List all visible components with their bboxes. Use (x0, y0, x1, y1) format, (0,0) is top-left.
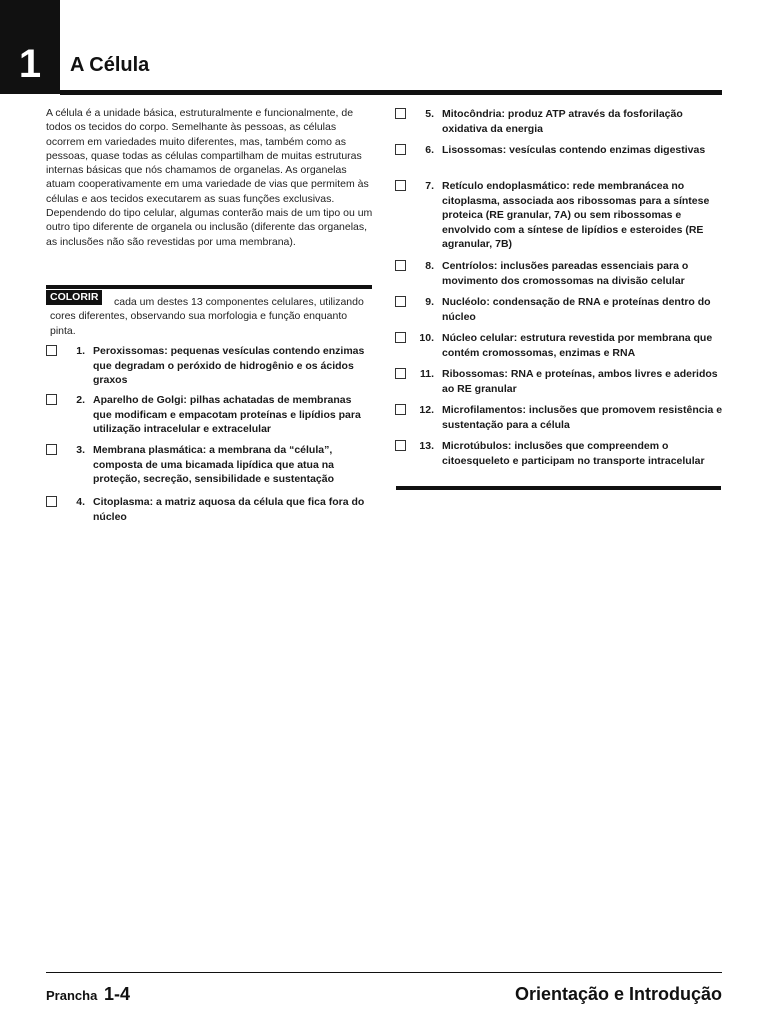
checkbox[interactable] (395, 368, 406, 379)
component-item-9 (395, 295, 725, 324)
list-end-divider (396, 486, 721, 490)
item-number: 6. (425, 144, 434, 156)
checkbox[interactable] (395, 180, 406, 191)
component-item-13 (395, 439, 725, 468)
item-text: Nucléolo: condensação de RNA e proteínas dentro do núcleo (442, 296, 711, 323)
section-title: Orientação e Introdução (514, 984, 722, 1004)
checkbox[interactable] (395, 144, 406, 155)
component-item-7 (395, 179, 725, 252)
component-item-3 (46, 443, 372, 487)
item-text: Membrana plasmática: a membrana da “célula”, composta de uma bicamada lipídica que atua na proteção, secreção, sensibilidade e sustentação (93, 444, 335, 485)
item-text: Mitocôndria: produz ATP através da fosforilação oxidativa da energia (442, 108, 683, 135)
item-number: 3. (76, 444, 85, 456)
item-number: 1. (76, 345, 85, 357)
component-item-11 (395, 367, 725, 396)
checkbox[interactable] (46, 496, 57, 507)
checkbox[interactable] (395, 296, 406, 307)
colorir-badge: COLORIR (46, 290, 102, 305)
item-text: Microtúbulos: inclusões que compreendem o citoesqueleto e participam no transporte intracelular (442, 440, 705, 467)
footer-divider (46, 972, 722, 973)
item-text: Centríolos: inclusões pareadas essenciais para o movimento dos cromossomas na divisão celular (442, 260, 689, 287)
item-text: Microfilamentos: inclusões que promovem resistência e sustentação para a célula (442, 404, 723, 431)
plate-number: 1-4 (103, 984, 130, 1004)
header-divider (60, 90, 722, 95)
item-text: Retículo endoplasmático: rede membranácea no citoplasma, associada aos ribossomas para a síntese proteica (RE granular, 7A) ou sem ribossomas e envolvido com a síntese de lipídios e esteroides (RE agranular, 7B) (442, 180, 710, 250)
checkbox[interactable] (46, 394, 57, 405)
item-text: Ribossomas: RNA e proteínas, ambos livres e aderidos ao RE granular (442, 368, 718, 395)
checkbox[interactable] (395, 440, 406, 451)
colorir-divider (46, 285, 372, 289)
item-text: Lisossomas: vesículas contendo enzimas digestivas (442, 144, 706, 156)
component-item-6 (395, 143, 725, 158)
checkbox[interactable] (395, 108, 406, 119)
plate-label: Prancha (46, 988, 98, 1003)
colorir-instructions: cada um destes 13 componentes celulares, utilizando cores diferentes, observando sua morfologia e função enquanto pinta. (50, 296, 364, 337)
intro-paragraph: A célula é a unidade básica, estruturalmente e funcionalmente, de todos os tecidos do corpo. Semelhante às pessoas, as células ocorrem em variedades muito diferentes, mas, também como as pessoas, quase todas as células compartilham de muitas estruturas internas básicas que nós chamamos de organelas. As organelas atuam cooperativamente em uma variedade de vias que permitem às células e aos tecidos executarem as suas funções exclusivas. Dependendo do tipo celular, algumas conterão mais de um tipo ou um outro tipo diferente de organela ou inclusão (diferente das organelas, as inclusões não são revestidas por uma membrana). (46, 107, 373, 248)
item-number: 2. (76, 394, 85, 406)
item-text: Citoplasma: a matriz aquosa da célula que fica fora do núcleo (93, 496, 365, 523)
chapter-number: 1 (0, 0, 60, 94)
checkbox[interactable] (395, 260, 406, 271)
item-text: Peroxissomas: pequenas vesículas contendo enzimas que degradam o peróxido de hidrogênio e os ácidos graxos (93, 345, 365, 386)
plate-reference (46, 984, 130, 1005)
checkbox[interactable] (46, 444, 57, 455)
item-number: 12. (419, 404, 434, 416)
item-number: 5. (425, 108, 434, 120)
item-number: 13. (419, 440, 434, 452)
item-text: Aparelho de Golgi: pilhas achatadas de membranas que modificam e empacotam proteínas e lipídios para utilização intracelular e extracelular (93, 394, 361, 435)
checkbox[interactable] (46, 345, 57, 356)
component-item-5 (395, 107, 725, 136)
item-number: 8. (425, 260, 434, 272)
item-number: 11. (419, 368, 434, 380)
item-number: 9. (425, 296, 434, 308)
item-number: 7. (425, 180, 434, 192)
component-item-4 (46, 495, 372, 524)
component-item-1 (46, 344, 372, 388)
item-number: 4. (76, 496, 85, 508)
component-item-10 (395, 331, 725, 360)
component-item-8 (395, 259, 725, 288)
checkbox[interactable] (395, 404, 406, 415)
checkbox[interactable] (395, 332, 406, 343)
item-text: Núcleo celular: estrutura revestida por membrana que contém cromossomas, enzimas e RNA (442, 332, 713, 359)
item-number: 10. (419, 332, 434, 344)
page-title: A Célula (70, 54, 150, 76)
component-item-12 (395, 403, 725, 432)
component-item-2 (46, 393, 372, 437)
